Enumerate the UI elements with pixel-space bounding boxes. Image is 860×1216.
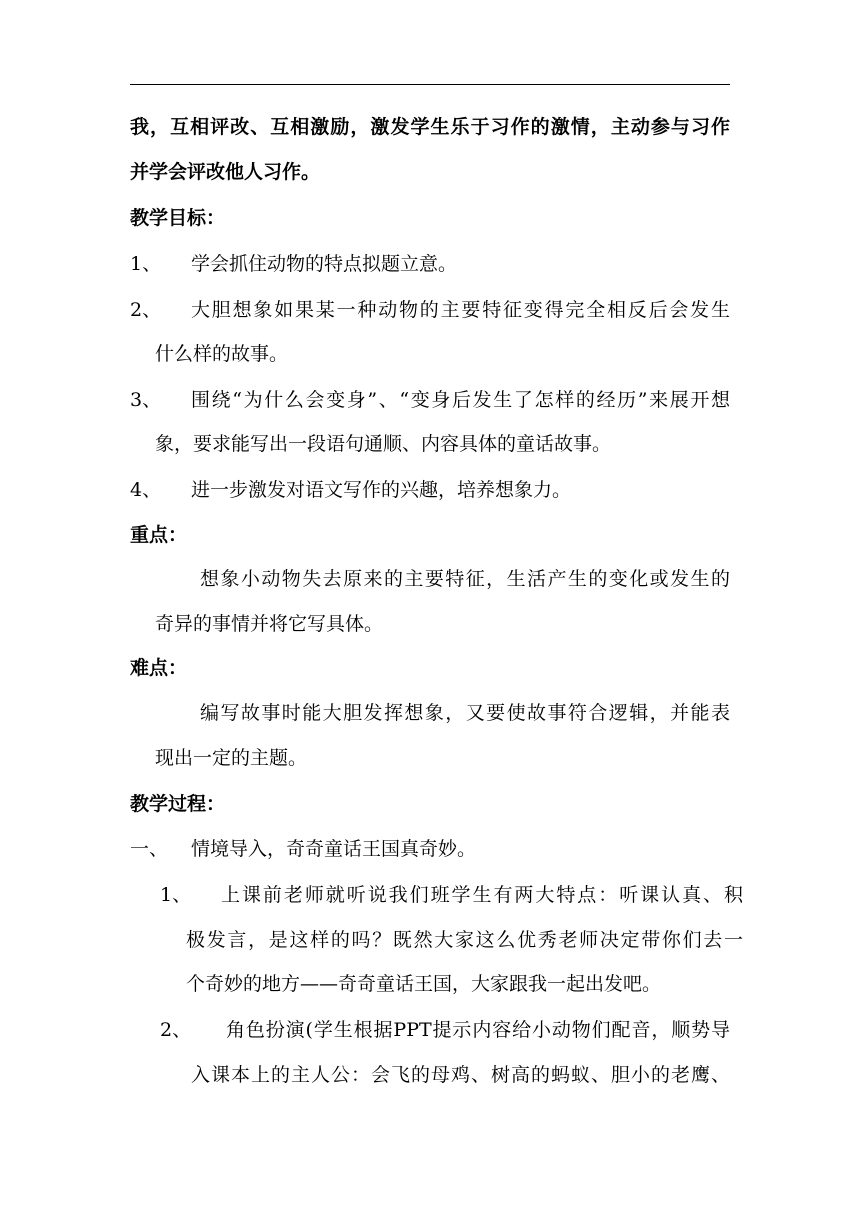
objective-3-text-line-2: 象，要求能写出一段语句通顺、内容具体的童话故事。 — [155, 433, 612, 455]
process-heading: 教学过程： — [130, 793, 226, 815]
difficulty-line-2: 现出一定的主题。 — [155, 747, 308, 769]
process-item-2-number: 2、 — [160, 1019, 192, 1041]
process-item-1-line-1: 上课前老师就听说我们班学生有两大特点：听课认真、积 — [221, 884, 743, 906]
key-point-heading: 重点： — [130, 524, 188, 546]
process-section-1-title: 情境导入，奇奇童话王国真奇妙。 — [191, 838, 477, 860]
intro-line-1: 我，互相评改、互相激励，激发学生乐于习作的激情，主动参与习作 — [130, 116, 730, 138]
objective-2-text-line-1: 大胆想象如果某一种动物的主要特征变得完全相反后会发生 — [191, 299, 730, 321]
process-item-2-line-2: 入课本上的主人公：会飞的母鸡、树高的蚂蚁、胆小的老鹰、 — [191, 1064, 730, 1086]
objective-1-text: 学会抓住动物的特点拟题立意。 — [191, 253, 458, 275]
objectives-heading: 教学目标： — [130, 207, 226, 229]
objective-1-number: 1、 — [130, 253, 162, 275]
process-item-1-line-2: 极发言，是这样的吗？既然大家这么优秀老师决定带你们去一 — [186, 929, 743, 951]
objective-3-number: 3、 — [130, 389, 162, 411]
process-item-1-number: 1、 — [160, 884, 192, 906]
key-point-line-2: 奇异的事情并将它写具体。 — [155, 613, 384, 635]
objective-2-text-line-2: 什么样的故事。 — [155, 343, 289, 365]
process-section-1-number: 一、 — [130, 838, 169, 860]
header-rule — [130, 84, 730, 85]
objective-4-number: 4、 — [130, 479, 162, 501]
objective-4-text: 进一步激发对语文写作的兴趣，培养想象力。 — [191, 479, 572, 501]
process-item-1-line-3: 个奇妙的地方——奇奇童话王国，大家跟我一起出发吧。 — [186, 973, 662, 995]
difficulty-heading: 难点： — [130, 657, 188, 679]
objective-3-text-line-1: 围绕“为什么会变身”、“变身后发生了怎样的经历”来展开想 — [191, 389, 730, 411]
objective-2-number: 2、 — [130, 299, 162, 321]
intro-line-2: 并学会评改他人习作。 — [130, 161, 321, 183]
difficulty-line-1: 编写故事时能大胆发挥想象，又要使故事符合逻辑，并能表 — [200, 702, 730, 724]
key-point-line-1: 想象小动物失去原来的主要特征，生活产生的变化或发生的 — [200, 568, 730, 590]
process-item-2-line-1: 角色扮演(学生根据PPT提示内容给小动物们配音，顺势导 — [226, 1019, 730, 1041]
